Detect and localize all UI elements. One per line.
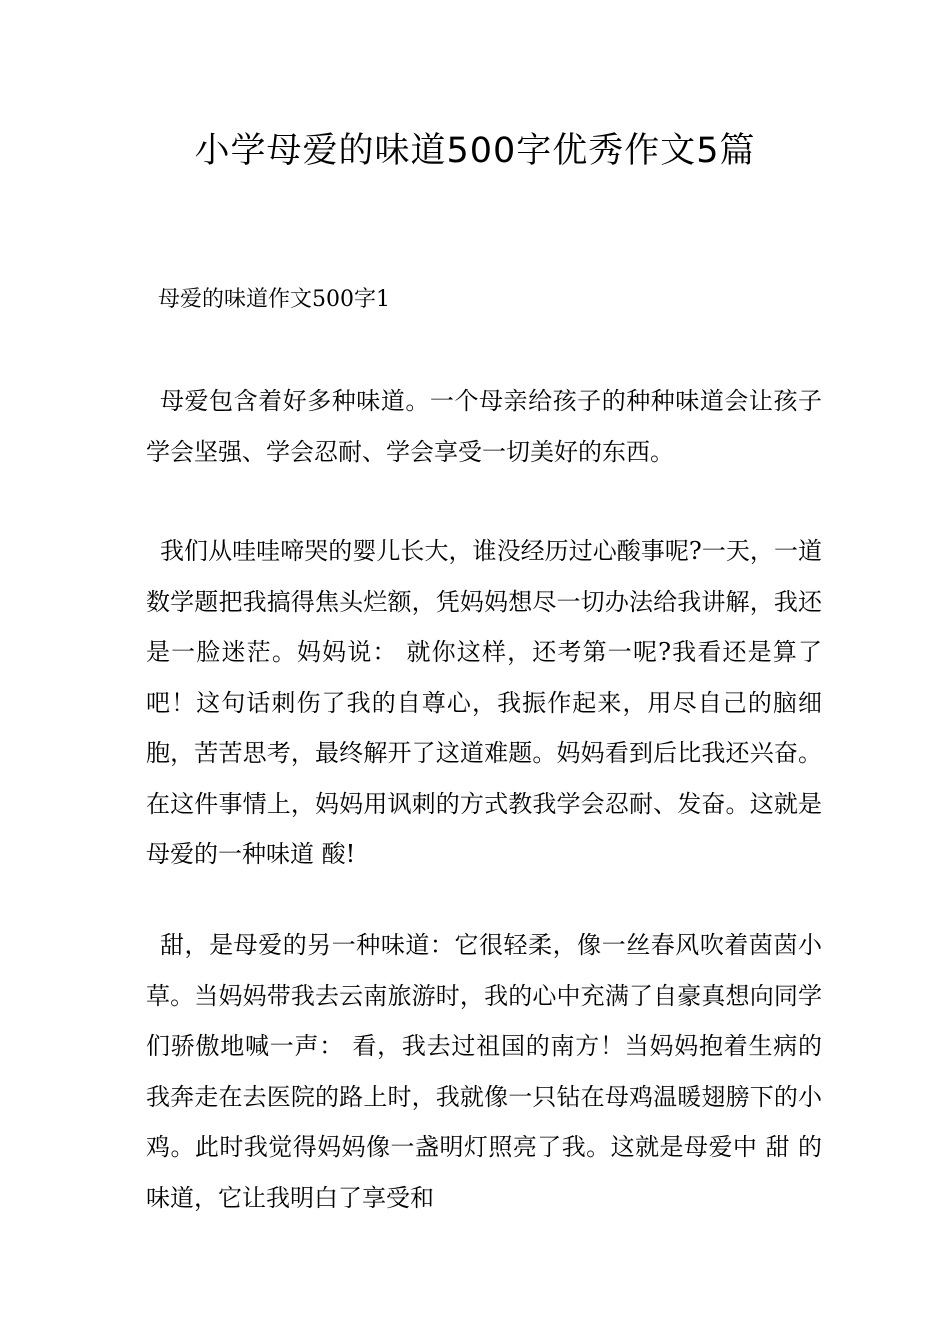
paragraph-1: 母爱包含着好多种味道。一个母亲给孩子的种种味道会让孩子学会坚强、学会忍耐、学会享受一切美好的东西。 — [146, 387, 822, 466]
paragraph-2: 我们从哇哇啼哭的婴儿长大，谁没经历过心酸事呢?一天，一道数学题把我搞得焦头烂额，凭妈妈想尽一切办法给我讲解，我还是一脸迷茫。妈妈说： 就你这样，还考第一呢?我看还是算了吧！这句话刺伤了我的自尊心，我振作起来，用尽自己的脑细胞，苦苦思考，最终解开了这道难题。妈妈看到后比我还兴奋。在这件事情上，妈妈用讽刺的方式教我学会忍耐、发奋。这就是母爱的一种味道 酸! — [146, 537, 822, 868]
paragraph-3: 甜，是母爱的另一种味道：它很轻柔，像一丝春风吹着茵茵小草。当妈妈带我去云南旅游时，我的心中充满了自豪真想向同学们骄傲地喊一声： 看，我去过祖国的南方！当妈妈抱着生病的我奔走在去医院的路上时，我就像一只钻在母鸡温暖翅膀下的小鸡。此时我觉得妈妈像一盏明灯照亮了我。这就是母爱中 甜 的味道，它让我明白了享受和 — [146, 931, 822, 1212]
essay-subtitle: 母爱的味道作文500字1 — [158, 287, 390, 312]
document-title: 小学母爱的味道500字优秀作文5篇 — [194, 131, 756, 171]
